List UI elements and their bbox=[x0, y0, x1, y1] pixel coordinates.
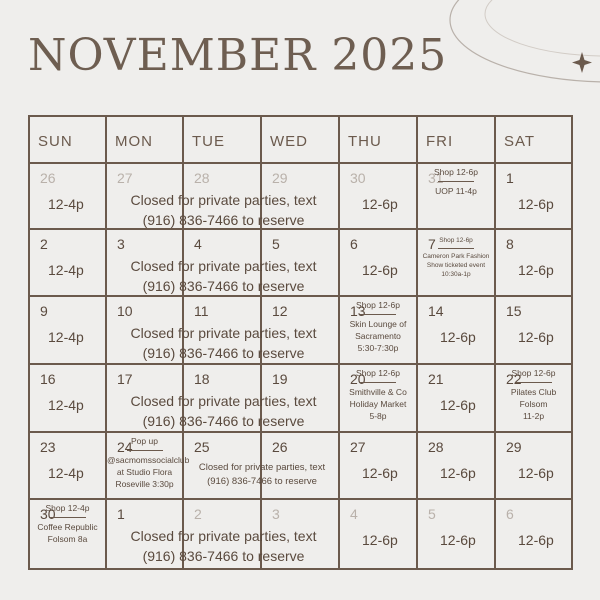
day-number: 9 bbox=[40, 303, 48, 319]
day-number: 25 bbox=[194, 439, 210, 455]
weekday-header-cell bbox=[30, 117, 107, 162]
weekday-header-cell bbox=[418, 117, 496, 162]
event-note bbox=[418, 236, 494, 279]
day-cell bbox=[418, 164, 496, 228]
day-number: 31 bbox=[428, 170, 444, 186]
day-cell bbox=[496, 297, 571, 363]
day-number: 3 bbox=[117, 236, 125, 252]
day-number: 19 bbox=[272, 371, 288, 387]
event-divider bbox=[127, 450, 163, 451]
event-detail: 5:30-7:30p bbox=[357, 343, 399, 353]
day-cell bbox=[418, 297, 496, 363]
event-detail: UOP 11-4p bbox=[435, 186, 477, 196]
closed-notice bbox=[107, 391, 340, 431]
day-number: 26 bbox=[272, 439, 288, 455]
event-detail: Skin Lounge of bbox=[349, 319, 407, 329]
weekday-header-cell bbox=[262, 117, 340, 162]
day-number: 10 bbox=[117, 303, 133, 319]
day-cell bbox=[496, 164, 571, 228]
event-detail: Cameron Park Fashion bbox=[422, 253, 490, 260]
hours-label: 12-6p bbox=[518, 262, 554, 278]
day-cell bbox=[496, 500, 571, 568]
hours-label: 12-6p bbox=[518, 329, 554, 345]
calendar-grid bbox=[28, 115, 573, 570]
event-note bbox=[107, 435, 190, 490]
hours-label: 12-4p bbox=[48, 329, 84, 345]
weekday-label: SUN bbox=[38, 133, 73, 150]
event-title: Shop 12-6p bbox=[511, 368, 556, 378]
day-cell bbox=[340, 500, 418, 568]
event-detail: 10:30a-1p bbox=[441, 271, 471, 278]
day-number: 29 bbox=[272, 170, 288, 186]
day-number: 20 bbox=[350, 371, 366, 387]
hours-label: 12-6p bbox=[518, 532, 554, 548]
hours-label: 12-6p bbox=[518, 196, 554, 212]
hours-label: 12-6p bbox=[440, 465, 476, 481]
day-number: 2 bbox=[40, 236, 48, 252]
day-cell bbox=[340, 433, 418, 498]
day-number: 12 bbox=[272, 303, 288, 319]
event-detail: @sacmomssocialclub bbox=[107, 455, 190, 465]
day-cell bbox=[418, 500, 496, 568]
closed-notice bbox=[107, 323, 340, 363]
closed-notice-line2: (916) 836-7466 to reserve bbox=[142, 212, 305, 228]
day-number: 18 bbox=[194, 371, 210, 387]
day-number: 30 bbox=[350, 170, 366, 186]
event-detail: 11-2p bbox=[522, 411, 545, 421]
day-number: 30 bbox=[40, 506, 56, 522]
closed-notice-line1: Closed for private parties, text bbox=[130, 192, 317, 208]
day-number: 2 bbox=[194, 506, 202, 522]
hours-label: 12-6p bbox=[362, 465, 398, 481]
day-cell bbox=[30, 230, 107, 295]
day-number: 28 bbox=[428, 439, 444, 455]
event-note bbox=[340, 299, 416, 354]
day-number: 6 bbox=[350, 236, 358, 252]
closed-notice-line2: (916) 836-7466 to reserve bbox=[142, 548, 305, 564]
weekday-header-cell bbox=[184, 117, 262, 162]
day-number: 13 bbox=[350, 303, 366, 319]
weekday-label: MON bbox=[115, 133, 153, 150]
day-number: 6 bbox=[506, 506, 514, 522]
event-title: Shop 12-6p bbox=[356, 368, 400, 378]
event-detail: Holiday Market bbox=[349, 399, 407, 409]
closed-notice-line1: Closed for private parties, text bbox=[130, 393, 317, 409]
closed-notice-line2: (916) 836-7466 to reserve bbox=[142, 413, 305, 429]
day-number: 22 bbox=[506, 371, 522, 387]
weekday-label: WED bbox=[270, 133, 308, 150]
day-number: 7 bbox=[428, 236, 436, 252]
event-note bbox=[418, 166, 494, 197]
day-cell bbox=[340, 230, 418, 295]
event-detail: Roseville 3:30p bbox=[115, 479, 174, 489]
day-cell bbox=[30, 365, 107, 431]
day-cell bbox=[340, 365, 418, 431]
day-number: 27 bbox=[117, 170, 133, 186]
event-title: Shop 12-6p bbox=[356, 300, 400, 310]
day-number: 28 bbox=[194, 170, 210, 186]
day-cell bbox=[496, 365, 571, 431]
event-detail: Sacramento bbox=[355, 331, 401, 341]
event-detail: 5-8p bbox=[369, 411, 387, 421]
hours-label: 12-6p bbox=[440, 397, 476, 413]
day-number: 8 bbox=[506, 236, 514, 252]
weekday-label: THU bbox=[348, 133, 382, 150]
orbit-ring-inner-icon bbox=[485, 0, 600, 56]
hours-label: 12-4p bbox=[48, 262, 84, 278]
closed-notice bbox=[184, 461, 340, 489]
day-number: 1 bbox=[506, 170, 514, 186]
event-detail: Folsom bbox=[519, 399, 548, 409]
event-divider bbox=[360, 314, 396, 315]
event-divider bbox=[438, 248, 474, 249]
event-title: Pop up bbox=[131, 436, 158, 446]
day-number: 11 bbox=[194, 303, 209, 319]
hours-label: 12-4p bbox=[48, 465, 84, 481]
day-cell bbox=[30, 500, 107, 568]
hours-label: 12-4p bbox=[48, 196, 84, 212]
hours-label: 12-4p bbox=[48, 397, 84, 413]
day-cell bbox=[340, 297, 418, 363]
closed-notice-line2: (916) 836-7466 to reserve bbox=[207, 476, 317, 487]
event-detail: at Studio Flora bbox=[116, 467, 173, 477]
event-detail: Pilates Club bbox=[510, 387, 557, 397]
closed-notice-line1: Closed for private parties, text bbox=[130, 325, 317, 341]
day-number: 4 bbox=[194, 236, 202, 252]
day-cell bbox=[30, 164, 107, 228]
day-cell bbox=[496, 230, 571, 295]
day-number: 14 bbox=[428, 303, 444, 319]
closed-notice-line1: Closed for private parties, text bbox=[198, 462, 326, 473]
event-note bbox=[340, 367, 416, 422]
weekday-header-cell bbox=[107, 117, 184, 162]
sparkle-star-icon bbox=[572, 52, 592, 73]
day-number: 21 bbox=[428, 371, 444, 387]
event-detail: Smithville & Co bbox=[349, 387, 407, 397]
day-cell bbox=[107, 433, 190, 498]
event-note bbox=[30, 502, 105, 545]
weekday-header-row bbox=[30, 117, 571, 164]
closed-notice-line2: (916) 836-7466 to reserve bbox=[142, 345, 305, 361]
closed-notice-line1: Closed for private parties, text bbox=[130, 258, 317, 274]
day-number: 1 bbox=[117, 506, 125, 522]
closed-notice-line1: Closed for private parties, text bbox=[130, 528, 317, 544]
hours-label: 12-6p bbox=[362, 532, 398, 548]
event-divider bbox=[438, 181, 474, 182]
day-number: 17 bbox=[117, 371, 133, 387]
closed-notice bbox=[107, 256, 340, 296]
day-number: 29 bbox=[506, 439, 522, 455]
event-note bbox=[496, 367, 571, 422]
day-cell bbox=[30, 297, 107, 363]
weekday-label: TUE bbox=[192, 133, 225, 150]
closed-notice-line2: (916) 836-7466 to reserve bbox=[142, 278, 305, 294]
hours-label: 12-6p bbox=[440, 532, 476, 548]
event-divider bbox=[50, 517, 86, 518]
day-number: 27 bbox=[350, 439, 366, 455]
day-cell bbox=[496, 433, 571, 498]
event-detail: Coffee Republic bbox=[37, 522, 98, 532]
page-title: NOVEMBER 2025 bbox=[28, 30, 448, 81]
day-number: 26 bbox=[40, 170, 56, 186]
day-number: 4 bbox=[350, 506, 358, 522]
day-number: 24 bbox=[117, 439, 133, 455]
orbit-ring-icon bbox=[450, 0, 600, 82]
day-number: 5 bbox=[272, 236, 280, 252]
event-title: Shop 12-6p bbox=[439, 237, 473, 244]
day-number: 23 bbox=[40, 439, 56, 455]
event-title: Shop 12-4p bbox=[45, 503, 90, 513]
event-divider bbox=[516, 382, 552, 383]
weekday-label: SAT bbox=[504, 133, 536, 150]
day-cell bbox=[418, 365, 496, 431]
event-title: Shop 12-6p bbox=[434, 167, 478, 177]
day-cell bbox=[418, 433, 496, 498]
day-number: 5 bbox=[428, 506, 436, 522]
hours-label: 12-6p bbox=[362, 262, 398, 278]
closed-notice bbox=[107, 526, 340, 566]
event-divider bbox=[360, 382, 396, 383]
hours-label: 12-6p bbox=[362, 196, 398, 212]
day-cell bbox=[30, 433, 107, 498]
event-detail: Show ticketed event bbox=[426, 262, 486, 269]
day-number: 16 bbox=[40, 371, 56, 387]
day-number: 3 bbox=[272, 506, 280, 522]
hours-label: 12-6p bbox=[440, 329, 476, 345]
weekday-header-cell bbox=[340, 117, 418, 162]
hours-label: 12-6p bbox=[518, 465, 554, 481]
day-number: 15 bbox=[506, 303, 522, 319]
weekday-header-cell bbox=[496, 117, 571, 162]
event-detail: Folsom 8a bbox=[47, 534, 88, 544]
weekday-label: FRI bbox=[426, 133, 454, 150]
day-cell bbox=[418, 230, 496, 295]
closed-notice bbox=[107, 190, 340, 230]
day-cell bbox=[340, 164, 418, 228]
